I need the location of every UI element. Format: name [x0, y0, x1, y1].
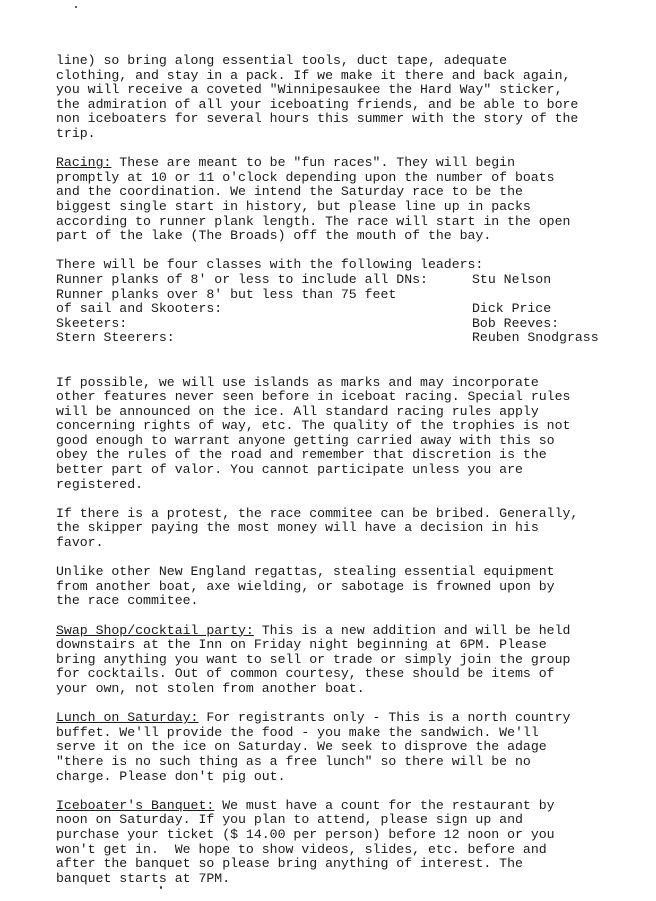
document-page — [56, 54, 612, 901]
paragraph-trip: line) so bring along essential tools, duct tape, adequate clothing, and stay in a pack. If we make it there and back again, you will receive a coveted "Winnipesaukee the Hard Way" sticker, the admiration of all your iceboating friends, and be able to bore non iceboaters for several hours this summer with the story of the trip. — [56, 53, 579, 141]
scan-speck — [75, 6, 77, 8]
class-row — [56, 288, 396, 303]
class-row — [56, 331, 175, 346]
lunch-text: For registrants only - This is a north country buffet. We'll provide the food - you make the sandwich. We'll serve it on the ice on Saturday. We seek to disprove the adage "there is no such thing as a free lunch" so there will be no charge. Please don't pig out. — [56, 710, 571, 784]
racing-text: These are meant to be "fun races". They will begin promptly at 10 or 11 o'clock depending upon the number of boats and the coordination. We intend the Saturday race to be the biggest single start in history, but please line up in packs according to runner plank length. The race will start in the open part of the lake (The Broads) off the mouth of the bay. — [56, 155, 571, 244]
racing-heading: Racing: — [56, 155, 112, 171]
paragraph-lunch — [56, 711, 612, 784]
class-label: Skeeters: — [56, 315, 128, 331]
class-leader: Dick Price — [472, 301, 552, 317]
paragraph-swap-shop — [56, 624, 612, 697]
class-label: Runner planks over 8' but less than 75 feet — [56, 286, 397, 302]
class-label: Stern Steerers: — [56, 330, 175, 346]
class-row — [56, 273, 428, 288]
class-label: of sail and Skooters: — [56, 301, 223, 317]
paragraph-banquet — [56, 799, 612, 887]
paragraph-protest: If there is a protest, the race commitee can be bribed. Generally, the skipper paying the most money will have a decision in his favor. — [56, 505, 579, 551]
swap-heading: Swap Shop/cocktail party: — [56, 622, 254, 638]
classes-table — [56, 273, 612, 361]
class-row — [56, 302, 222, 317]
lunch-heading: Lunch on Saturday: — [56, 710, 199, 726]
class-leader: Reuben Snodgrass — [472, 330, 599, 346]
banquet-heading: Iceboater's Banquet: — [56, 797, 215, 813]
class-leader: Stu Nelson — [472, 271, 552, 287]
paragraph-racing — [56, 156, 612, 244]
class-label: Runner planks of 8' or less to include all DNs: — [56, 271, 428, 287]
class-row — [56, 317, 127, 332]
paragraph-islands: If possible, we will use islands as marks and may incorporate other features never seen before in iceboat racing. Special rules will be announced on the ice. All standard racing rules apply concerning rights of way, etc. The quality of the trophies is not good enough to warrant anyone getting carried away with this so obey the rules of the road and remember that discretion is the better part of valor. You cannot participate unless you are registered. — [56, 374, 571, 492]
classes-intro: There will be four classes with the following leaders: — [56, 257, 484, 273]
banquet-text: We must have a count for the restaurant by noon on Saturday. If you plan to attend, please sign up and purchase your ticket ($ 14.00 per person) before 12 noon or you won't get in. We hope to show videos, slides, etc. before and after the banquet so please bring anything of interest. The banquet starts at 7PM. — [56, 797, 555, 886]
paragraph-unlike: Unlike other New England regattas, stealing essential equipment from another boat, axe wielding, or sabotage is frowned upon by the race commitee. — [56, 564, 555, 609]
swap-text: This is a new addition and will be held downstairs at the Inn on Friday night beginning at 6PM. Please bring anything you want to sell or trade or simply join the group for cocktails. Out of common courtesy, these should be items of your own, not stolen from another boat. — [56, 622, 571, 696]
class-leader: Bob Reeves: — [472, 315, 560, 331]
